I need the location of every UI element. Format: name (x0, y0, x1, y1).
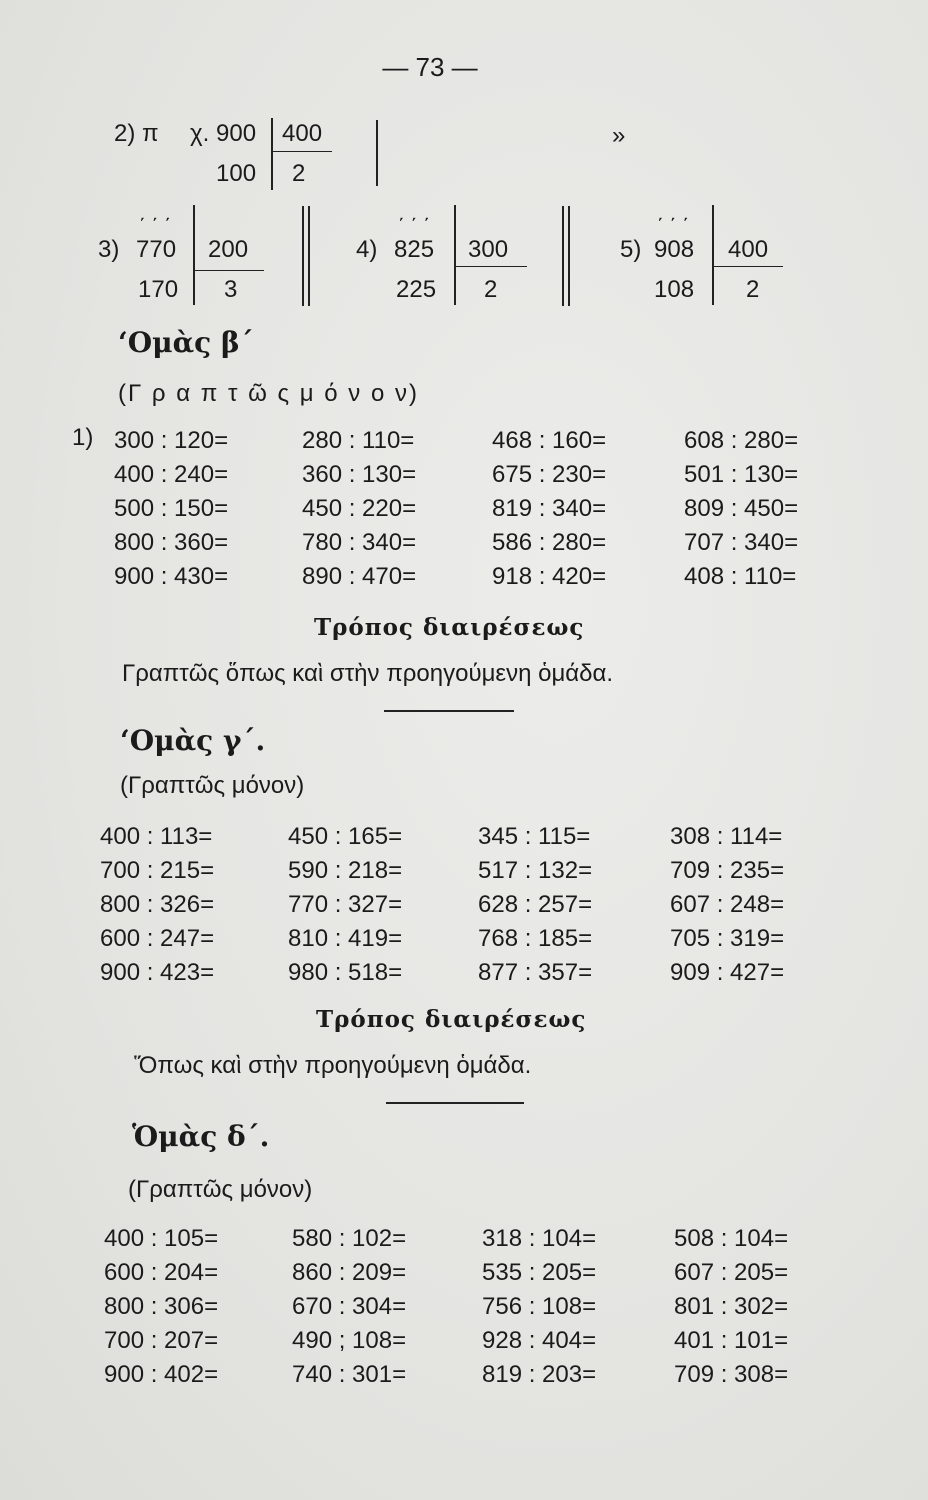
problem-5-divisor: 400 (728, 236, 769, 263)
problem-5-quotient: 2 (746, 276, 760, 303)
group-c-exercises (100, 820, 860, 990)
division-line-2 (272, 151, 332, 152)
problem-4-quotient: 2 (484, 276, 498, 303)
exercise-cell: 810 : 419= (288, 925, 403, 952)
exercise-cell: 401 : 101= (674, 1327, 789, 1354)
exercise-cell: 800 : 306= (104, 1293, 219, 1320)
group-b-row-label: 1) (72, 424, 94, 451)
exercise-cell: 501 : 130= (684, 461, 799, 488)
exercise-cell: 400 : 113= (100, 823, 213, 850)
exercise-cell: 345 : 115= (478, 823, 591, 850)
exercise-cell: 700 : 207= (104, 1327, 219, 1354)
exercise-cell: 580 : 102= (292, 1225, 407, 1252)
problem-4-label: 4) (356, 236, 378, 263)
exercise-cell: 900 : 423= (100, 959, 215, 986)
exercise-cell: 709 : 308= (674, 1361, 789, 1388)
page-number: — 73 — (382, 52, 478, 82)
group-d-exercises (104, 1222, 864, 1392)
exercise-cell: 517 : 132= (478, 857, 593, 884)
exercise-cell: 800 : 326= (100, 891, 215, 918)
exercise-cell: 900 : 430= (114, 563, 229, 590)
exercise-cell: 308 : 114= (670, 823, 783, 850)
problem-3-label: 3) (98, 236, 120, 263)
exercise-cell: 535 : 205= (482, 1259, 597, 1286)
accent-marks: ΄΄΄ (139, 216, 177, 238)
division-bar-5 (712, 205, 714, 305)
accent-marks: ΄΄΄ (657, 216, 695, 238)
group-d-title: Ὁμὰς δ΄. (132, 1120, 270, 1153)
exercise-cell: 800 : 360= (114, 529, 229, 556)
division-bar-3 (193, 205, 195, 305)
group-b-method-title: Τρόπος διαιρέσεως (314, 614, 585, 641)
problem-3-quotient: 3 (224, 276, 238, 303)
double-separator-left (562, 206, 564, 306)
group-b-subtitle: (Γ ρ α π τ ῶ ς μ ό ν ο ν) (118, 380, 419, 407)
exercise-cell: 590 : 218= (288, 857, 403, 884)
exercise-cell: 801 : 302= (674, 1293, 789, 1320)
division-bar-4 (454, 205, 456, 305)
exercise-cell: 909 : 427= (670, 959, 785, 986)
exercise-cell: 607 : 205= (674, 1259, 789, 1286)
problem-2-label: 2) π (114, 120, 159, 147)
exercise-cell: 700 : 215= (100, 857, 215, 884)
division-bar-2 (271, 118, 273, 190)
exercise-cell: 709 : 235= (670, 857, 785, 884)
group-b-exercises (114, 424, 874, 594)
group-c-subtitle: (Γραπτῶς μόνον) (120, 772, 305, 799)
problem-5-dividend: 908 (654, 236, 695, 263)
exercise-cell: 490 ; 108= (292, 1327, 407, 1354)
exercise-cell: 318 : 104= (482, 1225, 597, 1252)
group-c-method-text: Ὅπως καὶ στὴν προηγούμενη ὁμάδα. (134, 1052, 532, 1079)
double-separator-right (308, 206, 310, 306)
section-rule (384, 710, 514, 712)
problem-2-dividend: 900 (216, 120, 257, 147)
accent-marks: ΄΄΄ (398, 216, 436, 238)
exercise-cell: 877 : 357= (478, 959, 593, 986)
exercise-cell: 890 : 470= (302, 563, 417, 590)
group-b-method-text: Γραπτῶς ὅπως καὶ στὴν προηγούμενη ὁμάδα. (122, 660, 614, 687)
exercise-cell: 400 : 105= (104, 1225, 219, 1252)
group-b-title: ‘Ομὰς β΄ (118, 326, 254, 359)
problem-2-quotient: 2 (292, 160, 306, 187)
exercise-cell: 600 : 204= (104, 1259, 219, 1286)
exercise-cell: 705 : 319= (670, 925, 785, 952)
division-line-3 (194, 270, 264, 271)
problem-5-label: 5) (620, 236, 642, 263)
exercise-cell: 670 : 304= (292, 1293, 407, 1320)
group-c-method-title: Τρόπος διαιρέσεως (316, 1006, 587, 1033)
problem-3-remainder: 170 (138, 276, 179, 303)
problem-3-dividend: 770 (136, 236, 177, 263)
exercise-cell: 675 : 230= (492, 461, 607, 488)
exercise-cell: 860 : 209= (292, 1259, 407, 1286)
exercise-cell: 740 : 301= (292, 1361, 407, 1388)
section-rule (386, 1102, 524, 1104)
column-separator (376, 120, 378, 186)
exercise-cell: 500 : 150= (114, 495, 229, 522)
problem-3-divisor: 200 (208, 236, 249, 263)
problem-4-remainder: 225 (396, 276, 437, 303)
exercise-cell: 450 : 165= (288, 823, 403, 850)
double-separator-right (568, 206, 570, 306)
exercise-cell: 408 : 110= (684, 563, 797, 590)
exercise-cell: 756 : 108= (482, 1293, 597, 1320)
exercise-cell: 468 : 160= (492, 427, 607, 454)
exercise-cell: 607 : 248= (670, 891, 785, 918)
exercise-cell: 819 : 340= (492, 495, 607, 522)
problem-4-dividend: 825 (394, 236, 435, 263)
exercise-cell: 780 : 340= (302, 529, 417, 556)
exercise-cell: 900 : 402= (104, 1361, 219, 1388)
exercise-cell: 928 : 404= (482, 1327, 597, 1354)
exercise-cell: 770 : 327= (288, 891, 403, 918)
exercise-cell: 918 : 420= (492, 563, 607, 590)
division-line-5 (713, 266, 783, 267)
problem-5-remainder: 108 (654, 276, 695, 303)
problem-2-divisor: 400 (282, 120, 323, 147)
problem-2-example: χ. (190, 120, 210, 147)
group-d-subtitle: (Γραπτῶς μόνον) (128, 1176, 313, 1203)
exercise-cell: 628 : 257= (478, 891, 593, 918)
exercise-cell: 280 : 110= (302, 427, 415, 454)
exercise-cell: 586 : 280= (492, 529, 607, 556)
exercise-cell: 360 : 130= (302, 461, 417, 488)
group-c-title: ‘Ομὰς γ΄. (120, 724, 266, 757)
problem-2-remainder: 100 (216, 160, 257, 187)
exercise-cell: 300 : 120= (114, 427, 229, 454)
exercise-cell: 400 : 240= (114, 461, 229, 488)
ditto-mark: » (612, 122, 626, 149)
double-separator-left (302, 206, 304, 306)
exercise-cell: 768 : 185= (478, 925, 593, 952)
problem-4-divisor: 300 (468, 236, 509, 263)
exercise-cell: 600 : 247= (100, 925, 215, 952)
exercise-cell: 809 : 450= (684, 495, 799, 522)
exercise-cell: 608 : 280= (684, 427, 799, 454)
division-line-4 (455, 266, 527, 267)
exercise-cell: 450 : 220= (302, 495, 417, 522)
exercise-cell: 508 : 104= (674, 1225, 789, 1252)
exercise-cell: 819 : 203= (482, 1361, 597, 1388)
exercise-cell: 707 : 340= (684, 529, 799, 556)
exercise-cell: 980 : 518= (288, 959, 403, 986)
